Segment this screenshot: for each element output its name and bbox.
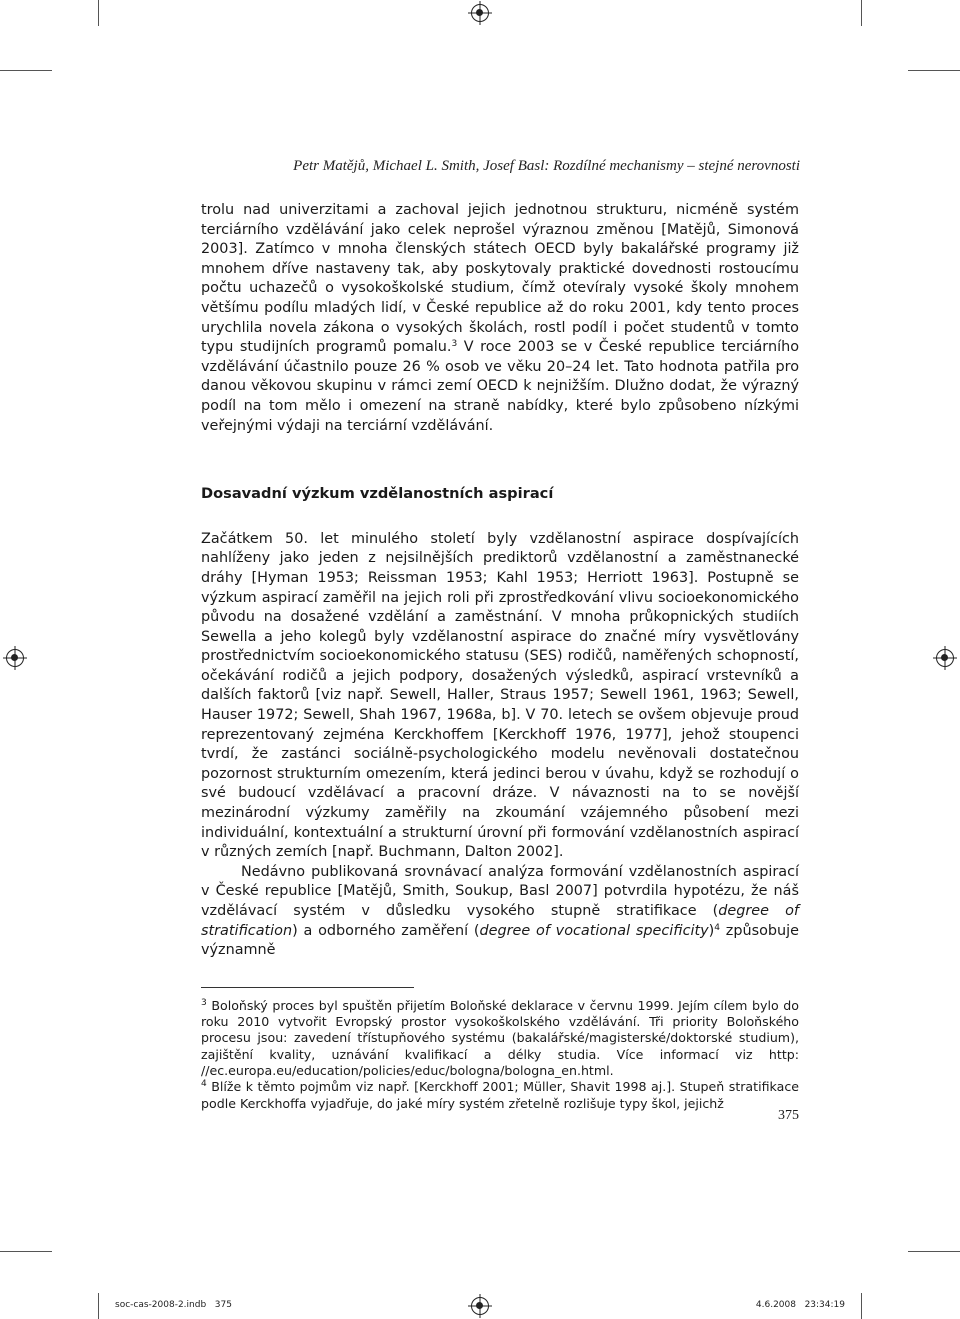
footnote-divider: [201, 987, 414, 988]
print-slug-file: soc-cas-2008-2.indb 375: [115, 1300, 232, 1310]
crop-mark: [861, 1293, 862, 1319]
footnote-number: 4: [201, 1079, 207, 1090]
footnote: [201, 998, 799, 1079]
footnote: [201, 1079, 799, 1112]
footnotes: [201, 998, 799, 1112]
print-slug-timestamp: 4.6.2008 23:34:19: [755, 1300, 845, 1310]
crop-mark: [0, 70, 52, 71]
emphasis: degree of vocational specificity: [479, 922, 709, 939]
crop-mark: [0, 1251, 52, 1252]
crop-mark: [908, 1251, 960, 1252]
paragraph-text: Nedávno publikovaná srovnávací analýza formování vzdělanostních aspirací v České republice [Matějů, Smith, Soukup, Basl 2007] potvrdila hypotézu, že náš vzdělávací systém v důsledku vysokého stupně stratifikace (: [201, 863, 799, 919]
footnote-reference: 3: [451, 339, 458, 350]
registration-mark-icon: [471, 4, 489, 22]
paragraph-text: ) a odborného zaměření (: [292, 922, 480, 939]
footnote-number: 3: [201, 997, 207, 1008]
running-head: Petr Matějů, Michael L. Smith, Josef Basl: Rozdílné mechanismy – stejné nerovnosti: [293, 158, 800, 174]
paragraph: [201, 863, 799, 961]
crop-mark: [98, 0, 99, 26]
section-heading: Dosavadní výzkum vzdělanostních aspirací: [201, 485, 554, 503]
registration-mark-icon: [471, 1297, 489, 1315]
emphasis: degree of stratification: [201, 903, 799, 939]
paragraph-text: způsobuje významně: [201, 922, 800, 959]
paragraph-text: trolu nad univerzitami a zachoval jejich jednotnou strukturu, nicméně systém terciárního vzdělávání jako celek neprošel výraznou změnou [Matějů, Simonová 2003]. Zatímco v mnoha členských státech OECD byly bakalářské programy již mnohem dříve nastaveny tak, aby poskytovaly praktické dovednosti rostoucímu počtu uchazečů o vysokoškolské studium, čímž otevíraly vysoké školy mnohem většímu podílu mladých lidí, v České republice až do roku 2001, kdy tento proces urychlila novela zákona o vysokých školách, rostl podíl i počet studentů v tomto typu studijních programů pomalu.: [201, 202, 799, 356]
footnote-reference: 4: [714, 922, 721, 933]
footnote-text: Blíže k těmto pojmům viz např. [Kerckhoff 2001; Müller, Shavit 1998 aj.]. Stupeň stratifikace podle Kerckhoffa vyjadřuje, do jaké míry systém zřetelně rozlišuje typy škol, jejichž: [201, 1079, 799, 1111]
paragraph: [201, 201, 799, 436]
paragraph-text: V roce 2003 se v České republice terciárního vzdělávání účastnilo pouze 26 % osob ve věku 20–24 let. Tato hodnota patřila pro danou věkovou skupinu v rámci zemí OECD k nejnižším. Dlužno dodat, že výrazný podíl na tom mělo i omezení na straně nabídky, které bylo způsobeno nízkými veřejnými výdaji na terciární vzdělávání.: [201, 339, 799, 434]
paragraph: Začátkem 50. let minulého století byly vzdělanostní aspirace dospívajících nahlíženy jako jeden z nejsilnějších prediktorů vzdělanostní a zaměstnanecké dráhy [Hyman 1953; Reissman 1953; Kahl 1953; Herriott 1963]. Postupně se výzkum aspirací zaměřil na jejich roli při zprostředkování vlivu socioekonomického původu na dosažené vzdělání a zaměstnání. V mnoha průkopnických studiích Sewella a jeho kolegů byly vzdělanostní aspirace do značné míry vysvětlovány prostřednictvím socioekonomického statusu (SES) rodičů, naměřených schopností, očekávání rodičů a jejich podpory, dosažených výsledků, aspirací vrstevníků a dalších faktorů [viz např. Sewell, Haller, Straus 1957; Sewell 1961, 1963; Sewell, Hauser 1972; Sewell, Shah 1967, 1968a, b]. V 70. letech se ovšem objevuje proud reprezentovaný zejména Kerckhoffem [Kerckhoff 1976, 1977], jehož stoupenci tvrdí, že zastánci sociálně-psychologického modelu nevěnovali dostatečnou pozornost strukturním omezením, která jedinci berou v úvahu, když se rozhodují o své budoucí vzdělávací a pracovní dráze. V návaznosti na to se novější mezinárodní výzkumy zaměřily na zkoumání vzájemného působení mezi individuální, kontextuální a strukturní úrovní při formování vzdělanostních aspirací v různých zemích [např. Buchmann, Dalton 2002].: [201, 530, 799, 861]
registration-mark-icon: [6, 649, 24, 667]
crop-mark: [861, 0, 862, 26]
crop-mark: [98, 1293, 99, 1319]
registration-mark-icon: [936, 649, 954, 667]
paragraph-text: ): [708, 922, 715, 939]
crop-mark: [908, 70, 960, 71]
footnote-text: Boloňský proces byl spuštěn přijetím Boloňské deklarace v červnu 1999. Jejím cílem bylo do roku 2010 vytvořit Evropský prostor vysokoškolského vzdělávání. Tři priority Boloňského procesu jsou: zavedení třístupňového systému (bakalářské/magisterské/doktorské studium), zajištění kvality, uznávání kvalifikací a délky studia. Více informací viz http: //ec.europa.eu/education/policies/educ/bologna/bologna_en.html.: [201, 997, 799, 1078]
page-number: 375: [778, 1108, 799, 1123]
article-body: [201, 201, 799, 1112]
